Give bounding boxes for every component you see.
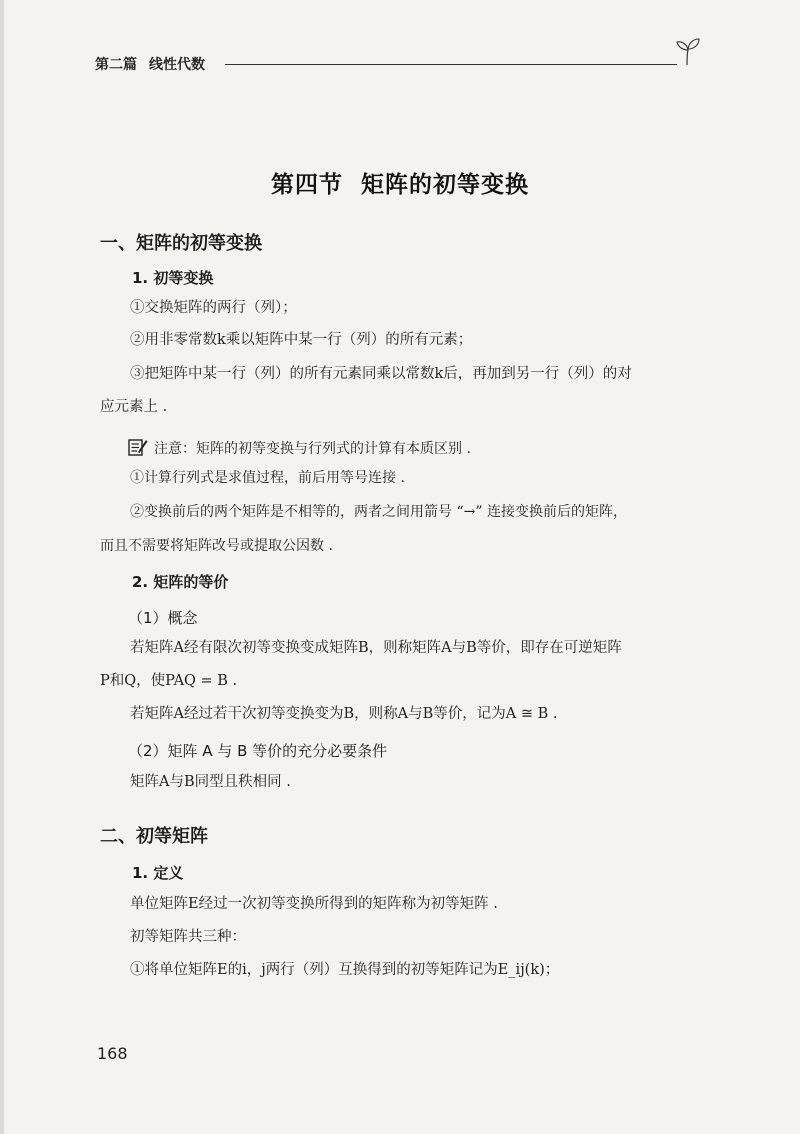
note-pencil-icon [128,437,148,457]
note-text: 注意：矩阵的初等变换与行列式的计算有本质区别 . [154,441,471,457]
running-header [95,52,695,76]
subheading-elementary-transformations: 1. 初等变换 [132,269,214,287]
list-item: ①交换矩阵的两行（列）； [130,300,297,316]
section-title [0,166,800,199]
note-item: ①计算行列式是求值过程，前后用等号连接 . [130,470,405,486]
subheading-matrix-equivalence: 2. 矩阵的等价 [132,573,229,591]
subheading-concept: （1）概念 [128,609,198,627]
subheading-necessary-sufficient: （2）矩阵 A 与 B 等价的充分必要条件 [128,742,388,760]
list-item: ③把矩阵中某一行（列）的所有元素同乘以常数k后，再加到另一行（列）的对 [130,366,632,382]
note-item: ②变换前后的两个矩阵是不相等的，两者之间用箭号 “→” 连接变换前后的矩阵， [130,504,627,520]
heading-matrix-elementary-transformations: 一、矩阵的初等变换 [100,233,262,254]
paragraph: 单位矩阵E经过一次初等变换所得到的矩阵称为初等矩阵 . [130,896,498,912]
paragraph-continued: P和Q，使PAQ = B . [100,673,238,689]
page-number: 168 [97,1044,128,1063]
sprout-icon [675,36,701,66]
header-rule [225,64,677,65]
paragraph: ①将单位矩阵E的i，j两行（列）互换得到的初等矩阵记为E_ij(k)； [130,962,560,978]
paragraph: 矩阵A与B同型且秩相同 . [130,774,291,790]
paragraph: 若矩阵A经有限次初等变换变成矩阵B，则称矩阵A与B等价，即存在可逆矩阵 [130,640,622,656]
header-subject: 线性代数 [149,57,205,73]
heading-elementary-matrices: 二、初等矩阵 [100,826,208,847]
header-part: 第二篇 [95,57,137,73]
note-item-continued: 而且不需要将矩阵改号或提取公因数 . [100,538,333,554]
list-item: ②用非零常数k乘以矩阵中某一行（列）的所有元素； [130,332,473,348]
list-item-continued: 应元素上 . [100,399,168,415]
paragraph: 初等矩阵共三种： [130,929,246,945]
paragraph: 若矩阵A经过若干次初等变换变为B，则称A与B等价，记为A ≅ B . [130,706,558,722]
section-name: 矩阵的初等变换 [361,172,529,198]
subheading-definition: 1. 定义 [132,864,184,882]
section-number: 第四节 [271,172,343,198]
header-text [95,54,205,74]
